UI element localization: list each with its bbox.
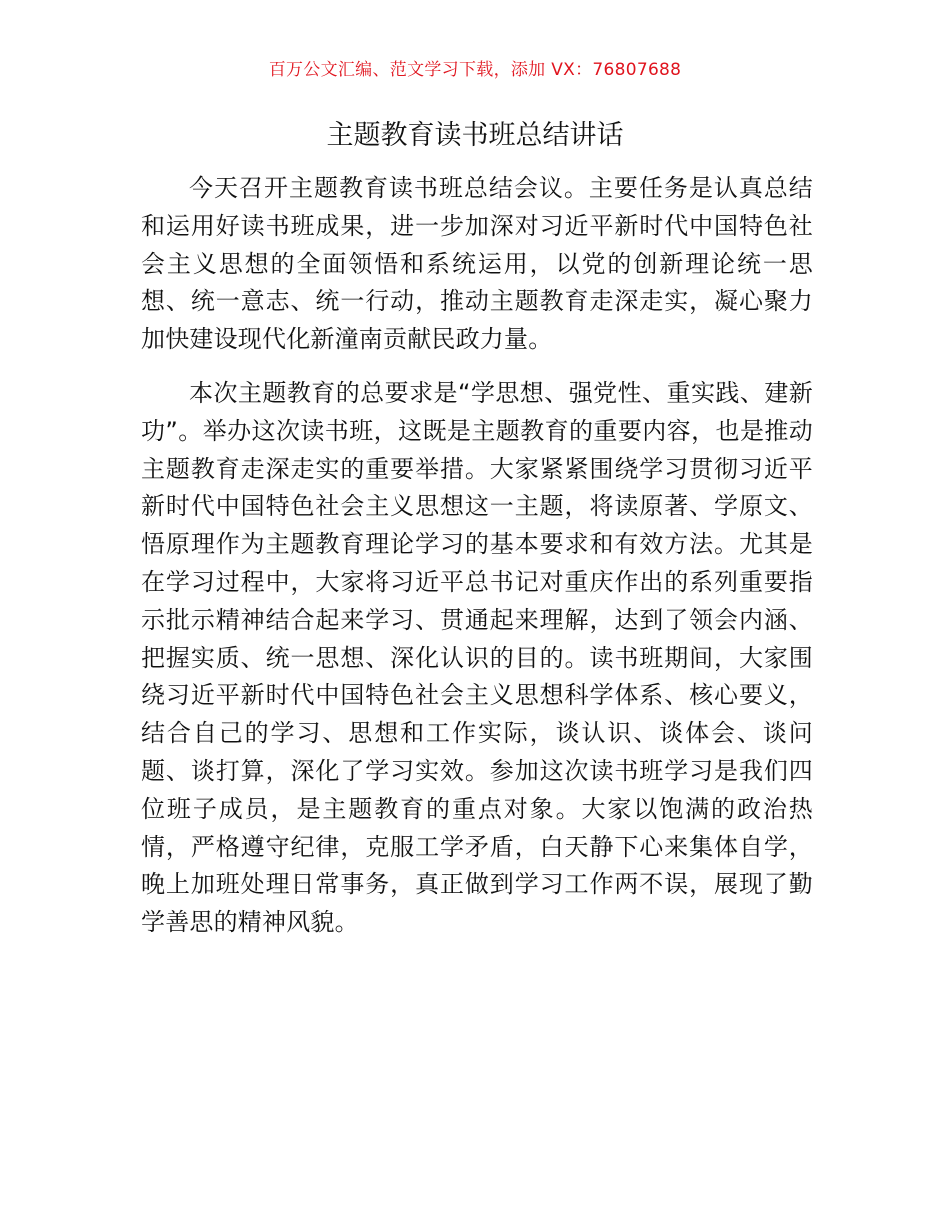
paragraph-1: 今天召开主题教育读书班总结会议。主要任务是认真总结和运用好读书班成果，进一步加深对习近平新时代中国特色社会主义思想的全面领悟和系统运用，以党的创新理论统一思想、统一意志、统一行动，推动主题教育走深走实，凝心聚力加快建设现代化新潼南贡献民政力量。 bbox=[141, 174, 813, 354]
document-body bbox=[141, 170, 813, 958]
document-title: 主题教育读书班总结讲话 bbox=[326, 120, 624, 151]
paragraph-2: 本次主题教育的总要求是“学思想、强党性、重实践、建新功”。举办这次读书班，这既是主题教育的重要内容，也是推动主题教育走深走实的重要举措。大家紧紧围绕学习贯彻习近平新时代中国特色社会主义思想这一主题，将读原著、学原文、悟原理作为主题教育理论学习的基本要求和有效方法。尤其是在学习过程中，大家将习近平总书记对重庆作出的系列重要指示批示精神结合起来学习、贯通起来理解，达到了领会内涵、把握实质、统一思想、深化认识的目的。读书班期间，大家围绕习近平新时代中国特色社会主义思想科学体系、核心要义，结合自己的学习、思想和工作实际，谈认识、谈体会、谈问题、谈打算，深化了学习实效。参加这次读书班学习是我们四位班子成员，是主题教育的重点对象。大家以饱满的政治热情，严格遵守纪律，克服工学矛盾，白天静下心来集体自学，晚上加班处理日常事务，真正做到学习工作两不误，展现了勤学善思的精神风貌。 bbox=[141, 378, 813, 937]
header-banner: 百万公文汇编、范文学习下载，添加 VX：76807688 bbox=[268, 60, 682, 80]
